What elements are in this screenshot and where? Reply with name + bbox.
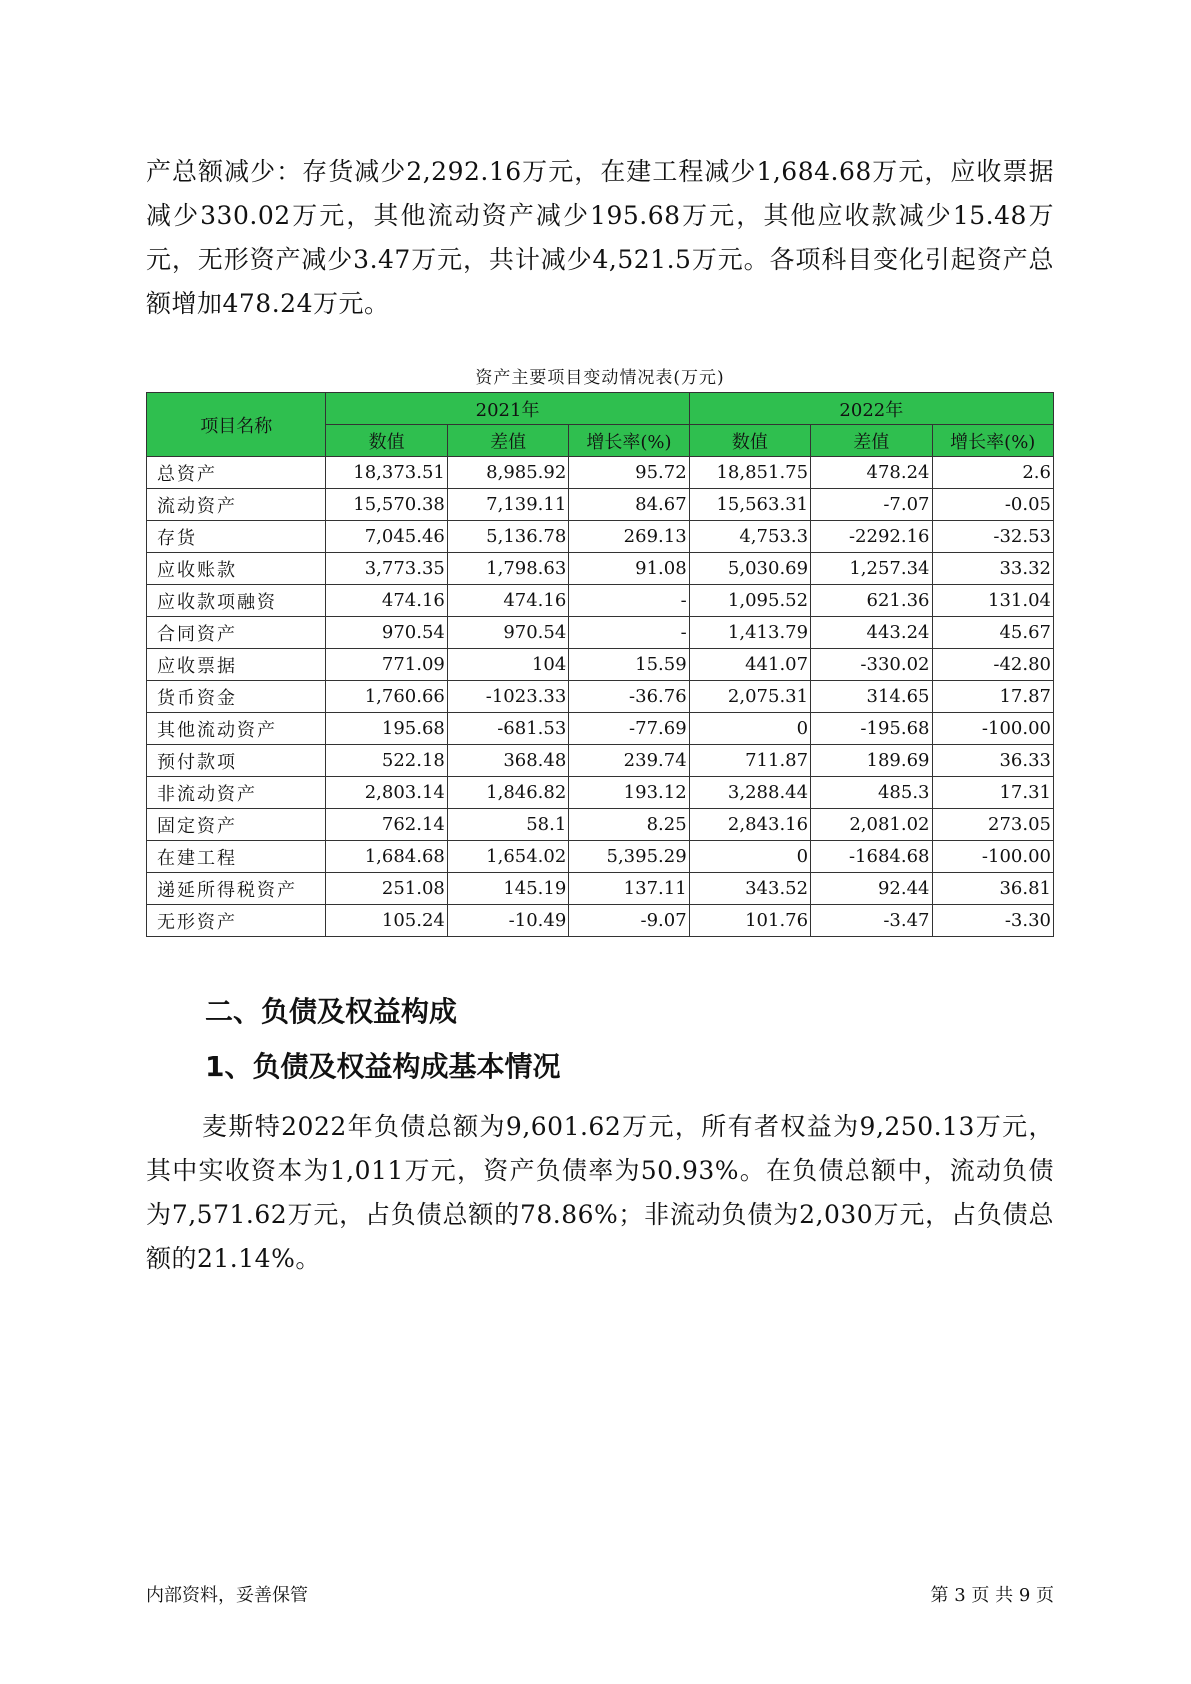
- row-item-name: 递延所得税资产: [147, 873, 326, 905]
- row-item-name: 货币资金: [147, 681, 326, 713]
- row-value-cell: 58.1: [447, 809, 568, 841]
- row-value-cell: -100.00: [932, 841, 1054, 873]
- subsection-heading: 1、负债及权益构成基本情况: [205, 1050, 561, 1083]
- row-value-cell: 621.36: [811, 585, 932, 617]
- row-value-cell: 2,803.14: [326, 777, 447, 809]
- row-item-name: 在建工程: [147, 841, 326, 873]
- row-value-cell: 91.08: [569, 553, 689, 585]
- row-value-cell: 95.72: [569, 457, 689, 489]
- header-year-2022: 2022年: [689, 393, 1053, 425]
- table-row: [147, 745, 1054, 777]
- row-value-cell: 1,257.34: [811, 553, 932, 585]
- row-value-cell: 762.14: [326, 809, 447, 841]
- row-item-name: 固定资产: [147, 809, 326, 841]
- table-row: [147, 553, 1054, 585]
- row-value-cell: 251.08: [326, 873, 447, 905]
- row-value-cell: 15,563.31: [689, 489, 810, 521]
- row-value-cell: 441.07: [689, 649, 810, 681]
- row-value-cell: 8,985.92: [447, 457, 568, 489]
- row-value-cell: 970.54: [326, 617, 447, 649]
- row-value-cell: 189.69: [811, 745, 932, 777]
- row-value-cell: 33.32: [932, 553, 1054, 585]
- table-row: [147, 809, 1054, 841]
- row-value-cell: -: [569, 585, 689, 617]
- row-value-cell: 131.04: [932, 585, 1054, 617]
- row-value-cell: 711.87: [689, 745, 810, 777]
- row-value-cell: 15.59: [569, 649, 689, 681]
- row-value-cell: 0: [689, 713, 810, 745]
- asset-change-table: [146, 392, 1054, 937]
- row-value-cell: 273.05: [932, 809, 1054, 841]
- row-value-cell: -3.47: [811, 905, 932, 937]
- row-value-cell: 17.31: [932, 777, 1054, 809]
- row-value-cell: -10.49: [447, 905, 568, 937]
- row-value-cell: 92.44: [811, 873, 932, 905]
- row-value-cell: 8.25: [569, 809, 689, 841]
- footer-page-number: 第 3 页 共 9 页: [930, 1585, 1054, 1606]
- row-item-name: 预付款项: [147, 745, 326, 777]
- row-value-cell: 18,851.75: [689, 457, 810, 489]
- row-item-name: 总资产: [147, 457, 326, 489]
- row-value-cell: -100.00: [932, 713, 1054, 745]
- row-item-name: 非流动资产: [147, 777, 326, 809]
- row-value-cell: -0.05: [932, 489, 1054, 521]
- table-row: [147, 649, 1054, 681]
- row-value-cell: 269.13: [569, 521, 689, 553]
- row-value-cell: 1,413.79: [689, 617, 810, 649]
- row-value-cell: 15,570.38: [326, 489, 447, 521]
- row-value-cell: 2,075.31: [689, 681, 810, 713]
- table-caption: 资产主要项目变动情况表(万元): [475, 368, 725, 388]
- row-value-cell: 18,373.51: [326, 457, 447, 489]
- row-value-cell: 443.24: [811, 617, 932, 649]
- row-value-cell: 137.11: [569, 873, 689, 905]
- row-value-cell: -195.68: [811, 713, 932, 745]
- row-value-cell: 4,753.3: [689, 521, 810, 553]
- row-value-cell: -7.07: [811, 489, 932, 521]
- row-value-cell: 368.48: [447, 745, 568, 777]
- row-value-cell: 36.33: [932, 745, 1054, 777]
- row-item-name: 其他流动资产: [147, 713, 326, 745]
- table-row: [147, 905, 1054, 937]
- row-value-cell: 771.09: [326, 649, 447, 681]
- liability-paragraph: 麦斯特2022年负债总额为9,601.62万元，所有者权益为9,250.13万元，其中实收资本为1,011万元，资产负债率为50.93%。在负债总额中，流动负债为7,571.62万元，占负债总额的78.86%；非流动负债为2,030万元，占负债总额的21.14%。: [146, 1112, 1054, 1273]
- row-value-cell: 84.67: [569, 489, 689, 521]
- row-value-cell: 1,846.82: [447, 777, 568, 809]
- row-value-cell: 7,139.11: [447, 489, 568, 521]
- row-value-cell: 2,843.16: [689, 809, 810, 841]
- row-item-name: 无形资产: [147, 905, 326, 937]
- table-row: [147, 585, 1054, 617]
- row-value-cell: 970.54: [447, 617, 568, 649]
- row-value-cell: -42.80: [932, 649, 1054, 681]
- row-item-name: 存货: [147, 521, 326, 553]
- row-value-cell: 485.3: [811, 777, 932, 809]
- row-value-cell: 45.67: [932, 617, 1054, 649]
- row-value-cell: 3,773.35: [326, 553, 447, 585]
- row-value-cell: 1,095.52: [689, 585, 810, 617]
- row-value-cell: 314.65: [811, 681, 932, 713]
- header-item-name: 项目名称: [147, 393, 326, 457]
- table-row: [147, 521, 1054, 553]
- row-value-cell: -36.76: [569, 681, 689, 713]
- subheader-diff: 差值: [447, 425, 568, 457]
- row-item-name: 流动资产: [147, 489, 326, 521]
- subheader-value: 数值: [689, 425, 810, 457]
- row-value-cell: 105.24: [326, 905, 447, 937]
- table-row: [147, 777, 1054, 809]
- row-value-cell: 474.16: [447, 585, 568, 617]
- row-value-cell: -1684.68: [811, 841, 932, 873]
- table-row: [147, 873, 1054, 905]
- row-value-cell: 522.18: [326, 745, 447, 777]
- row-value-cell: 474.16: [326, 585, 447, 617]
- section-heading: 二、负债及权益构成: [205, 995, 458, 1028]
- row-value-cell: 5,030.69: [689, 553, 810, 585]
- row-value-cell: 0: [689, 841, 810, 873]
- row-value-cell: 17.87: [932, 681, 1054, 713]
- row-value-cell: -330.02: [811, 649, 932, 681]
- row-value-cell: 2,081.02: [811, 809, 932, 841]
- subheader-growth: 增长率(%): [932, 425, 1054, 457]
- row-item-name: 应收票据: [147, 649, 326, 681]
- row-value-cell: 7,045.46: [326, 521, 447, 553]
- row-item-name: 应收款项融资: [147, 585, 326, 617]
- row-value-cell: -2292.16: [811, 521, 932, 553]
- row-value-cell: 145.19: [447, 873, 568, 905]
- row-value-cell: 1,654.02: [447, 841, 568, 873]
- table-body: [147, 457, 1054, 937]
- row-value-cell: -681.53: [447, 713, 568, 745]
- row-value-cell: -77.69: [569, 713, 689, 745]
- row-value-cell: 104: [447, 649, 568, 681]
- subheader-diff: 差值: [811, 425, 932, 457]
- row-value-cell: 5,136.78: [447, 521, 568, 553]
- row-value-cell: 193.12: [569, 777, 689, 809]
- row-value-cell: 1,798.63: [447, 553, 568, 585]
- header-year-2021: 2021年: [326, 393, 689, 425]
- subheader-value: 数值: [326, 425, 447, 457]
- row-value-cell: 3,288.44: [689, 777, 810, 809]
- row-value-cell: 478.24: [811, 457, 932, 489]
- row-value-cell: -32.53: [932, 521, 1054, 553]
- table-row: [147, 617, 1054, 649]
- table-row: [147, 457, 1054, 489]
- row-value-cell: 343.52: [689, 873, 810, 905]
- row-item-name: 应收账款: [147, 553, 326, 585]
- row-value-cell: 1,760.66: [326, 681, 447, 713]
- table-row: [147, 681, 1054, 713]
- table-row: [147, 841, 1054, 873]
- table-row: [147, 713, 1054, 745]
- row-value-cell: -3.30: [932, 905, 1054, 937]
- intro-paragraph: 产总额减少：存货减少2,292.16万元，在建工程减少1,684.68万元，应收票据减少330.02万元，其他流动资产减少195.68万元，其他应收款减少15.48万元，无形资产减少3.47万元，共计减少4,521.5万元。各项科目变化引起资产总额增加478.24万元。: [146, 157, 1054, 318]
- row-value-cell: 101.76: [689, 905, 810, 937]
- row-value-cell: -9.07: [569, 905, 689, 937]
- row-item-name: 合同资产: [147, 617, 326, 649]
- row-value-cell: -1023.33: [447, 681, 568, 713]
- row-value-cell: 1,684.68: [326, 841, 447, 873]
- footer-confidential-note: 内部资料，妥善保管: [146, 1585, 308, 1606]
- row-value-cell: 36.81: [932, 873, 1054, 905]
- row-value-cell: 195.68: [326, 713, 447, 745]
- table-row: [147, 489, 1054, 521]
- row-value-cell: 5,395.29: [569, 841, 689, 873]
- subheader-growth: 增长率(%): [569, 425, 689, 457]
- row-value-cell: -: [569, 617, 689, 649]
- row-value-cell: 239.74: [569, 745, 689, 777]
- row-value-cell: 2.6: [932, 457, 1054, 489]
